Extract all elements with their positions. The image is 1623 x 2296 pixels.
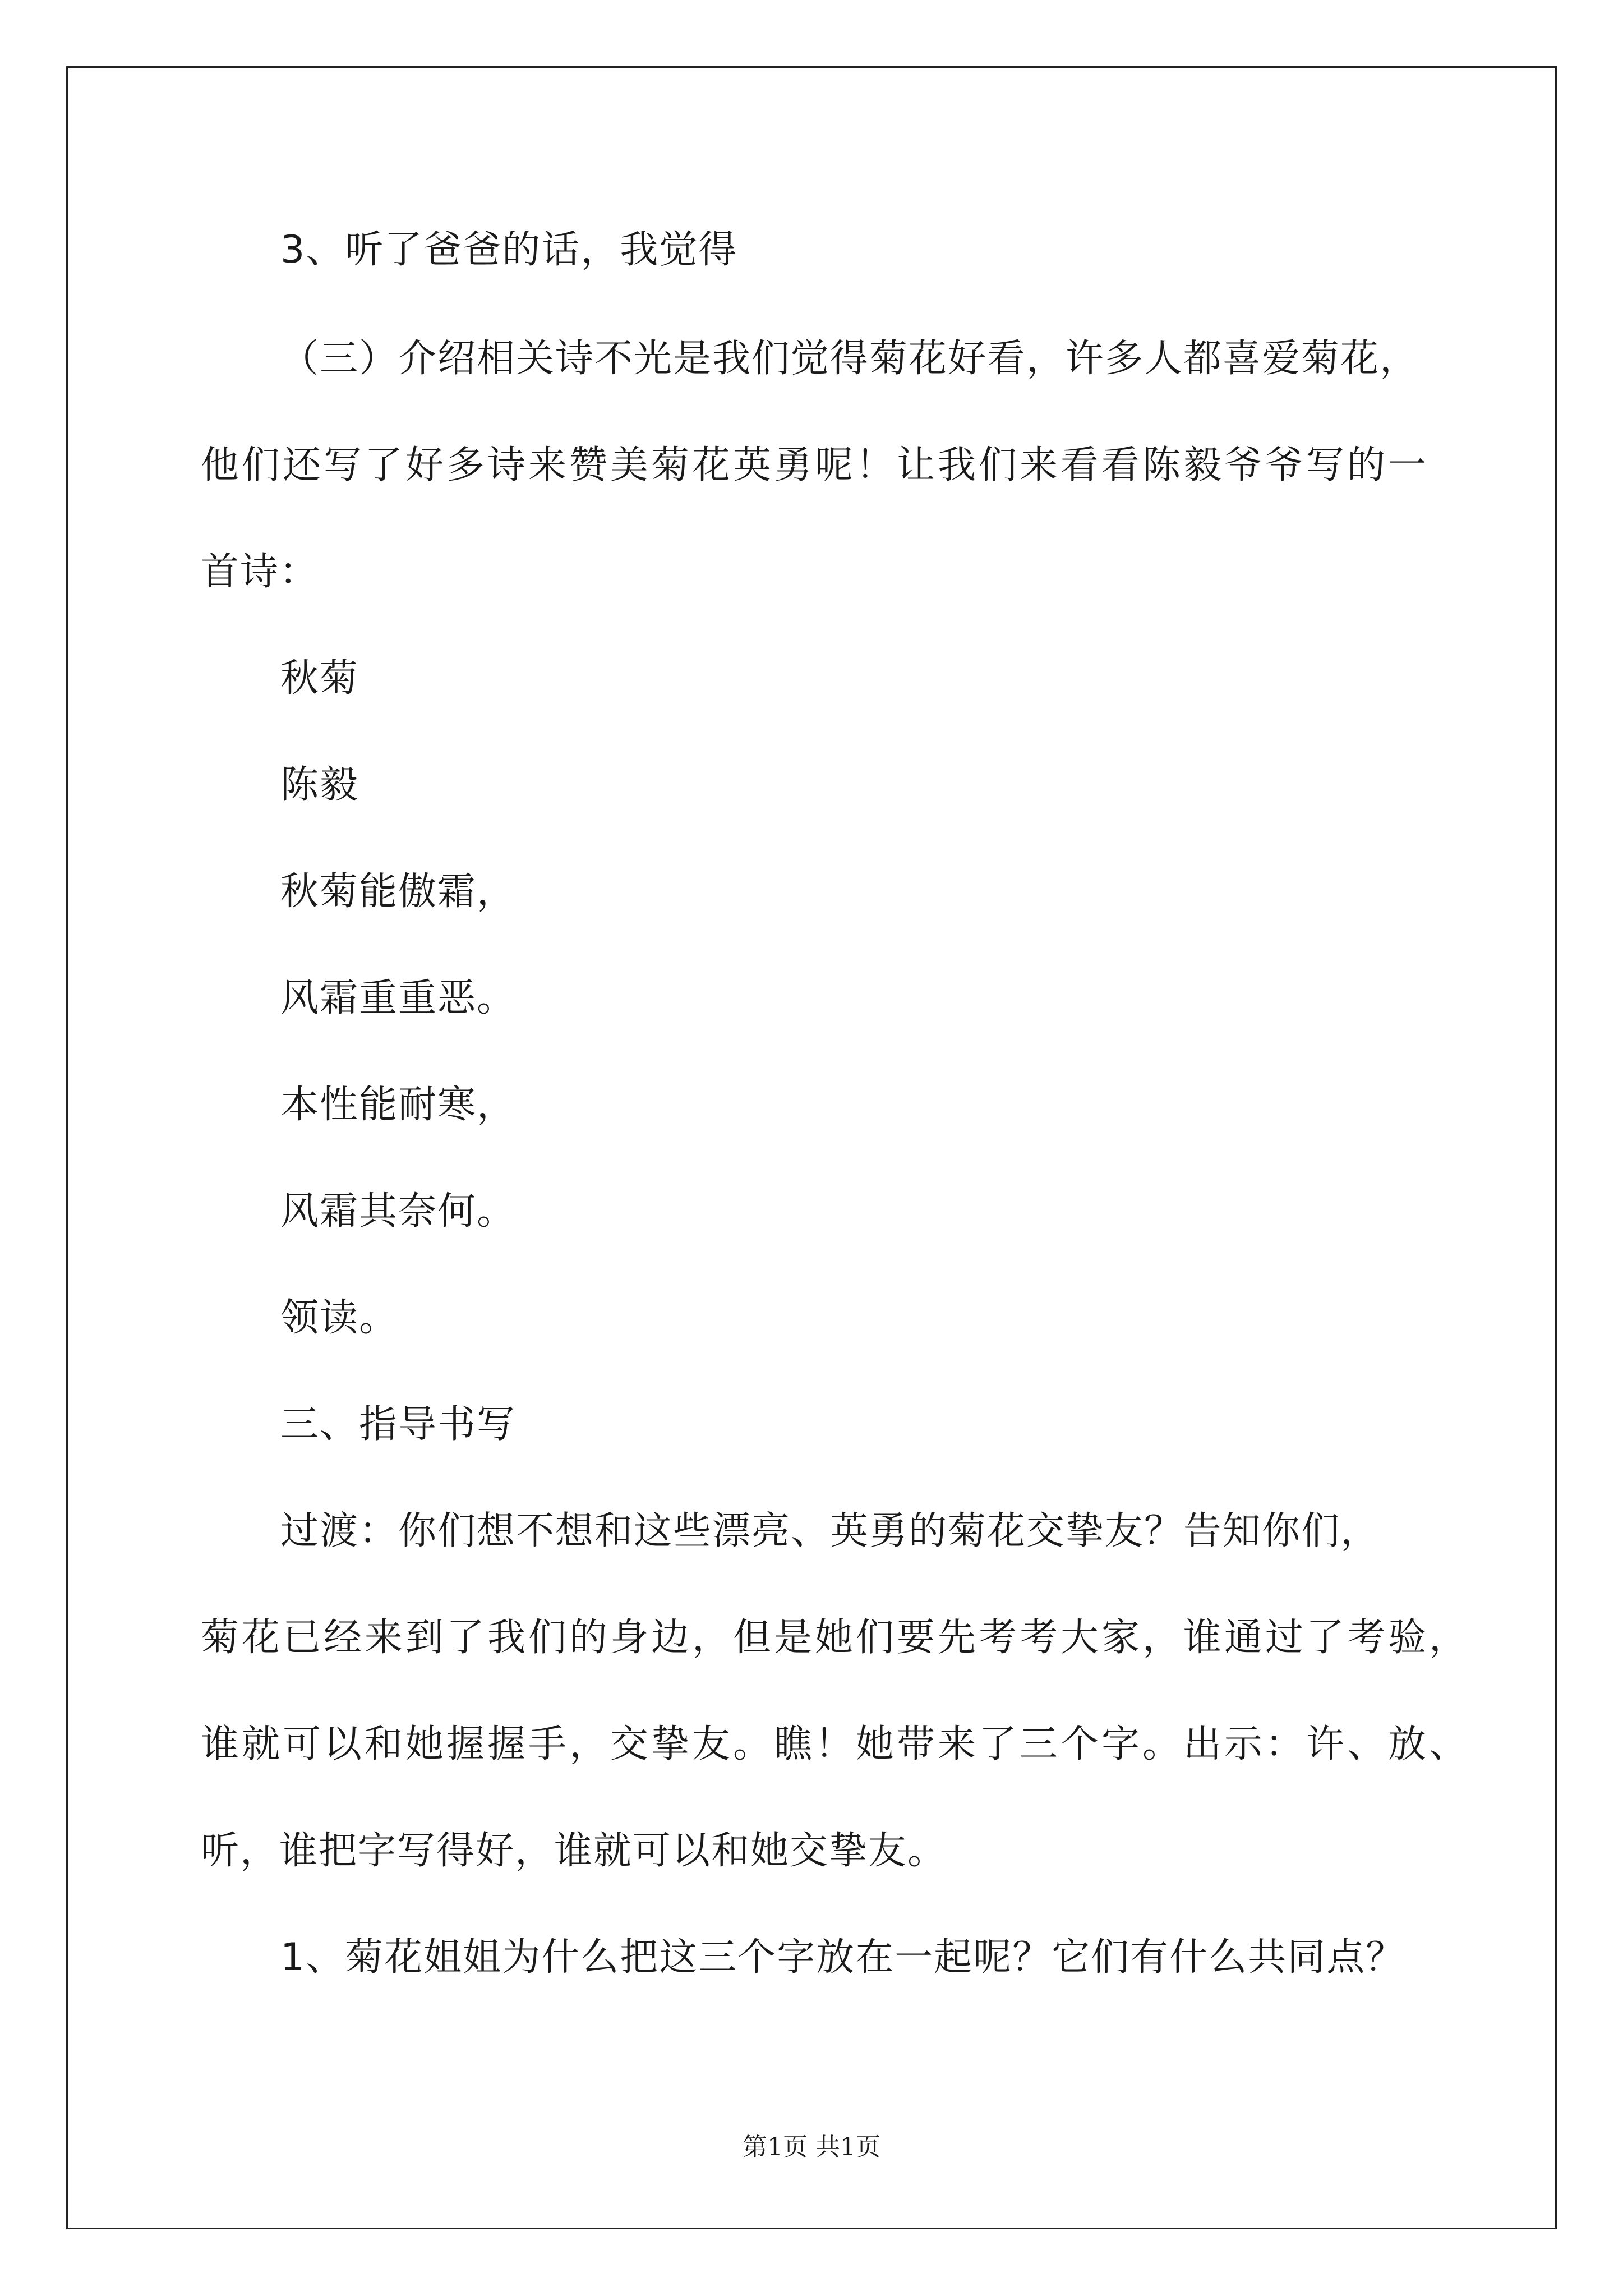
paragraph-line: 领读。 [280,1296,399,1340]
paragraph-line: （三）介绍相关诗不光是我们觉得菊花好看，许多人都喜爱菊花， [280,337,1419,381]
paragraph-line: 3、听了爸爸的话，我觉得 [280,228,738,272]
paragraph-line: 首诗： [201,550,319,594]
poem-line: 风霜重重恶。 [280,976,517,1020]
paragraph-line: 他们还写了好多诗来赞美菊花英勇呢！让我们来看看陈毅爷爷写的一 [201,443,1430,487]
paragraph-line: 听，谁把字写得好，谁就可以和她交挚友。 [201,1829,947,1873]
paragraph-line: 过渡：你们想不想和这些漂亮、英勇的菊花交挚友？告知你们， [280,1509,1380,1553]
paragraph-line: 1、菊花姐姐为什么把这三个字放在一起呢？它们有什么共同点？ [280,1935,1405,1980]
paragraph-line: 菊花已经来到了我们的身边，但是她们要先考考大家，谁通过了考验， [201,1616,1470,1660]
poem-author: 陈毅 [280,763,359,807]
paragraph-line: 谁就可以和她握握手，交挚友。瞧！她带来了三个字。出示：许、放、 [201,1722,1470,1766]
poem-title: 秋菊 [280,656,359,701]
section-heading: 三、指导书写 [280,1402,517,1447]
poem-line: 风霜其奈何。 [280,1189,517,1234]
page-border [66,66,1557,2229]
poem-line: 秋菊能傲霜， [280,869,517,914]
page-number-footer: 第1页 共1页 [743,2133,880,2161]
poem-line: 本性能耐寒， [280,1083,517,1127]
